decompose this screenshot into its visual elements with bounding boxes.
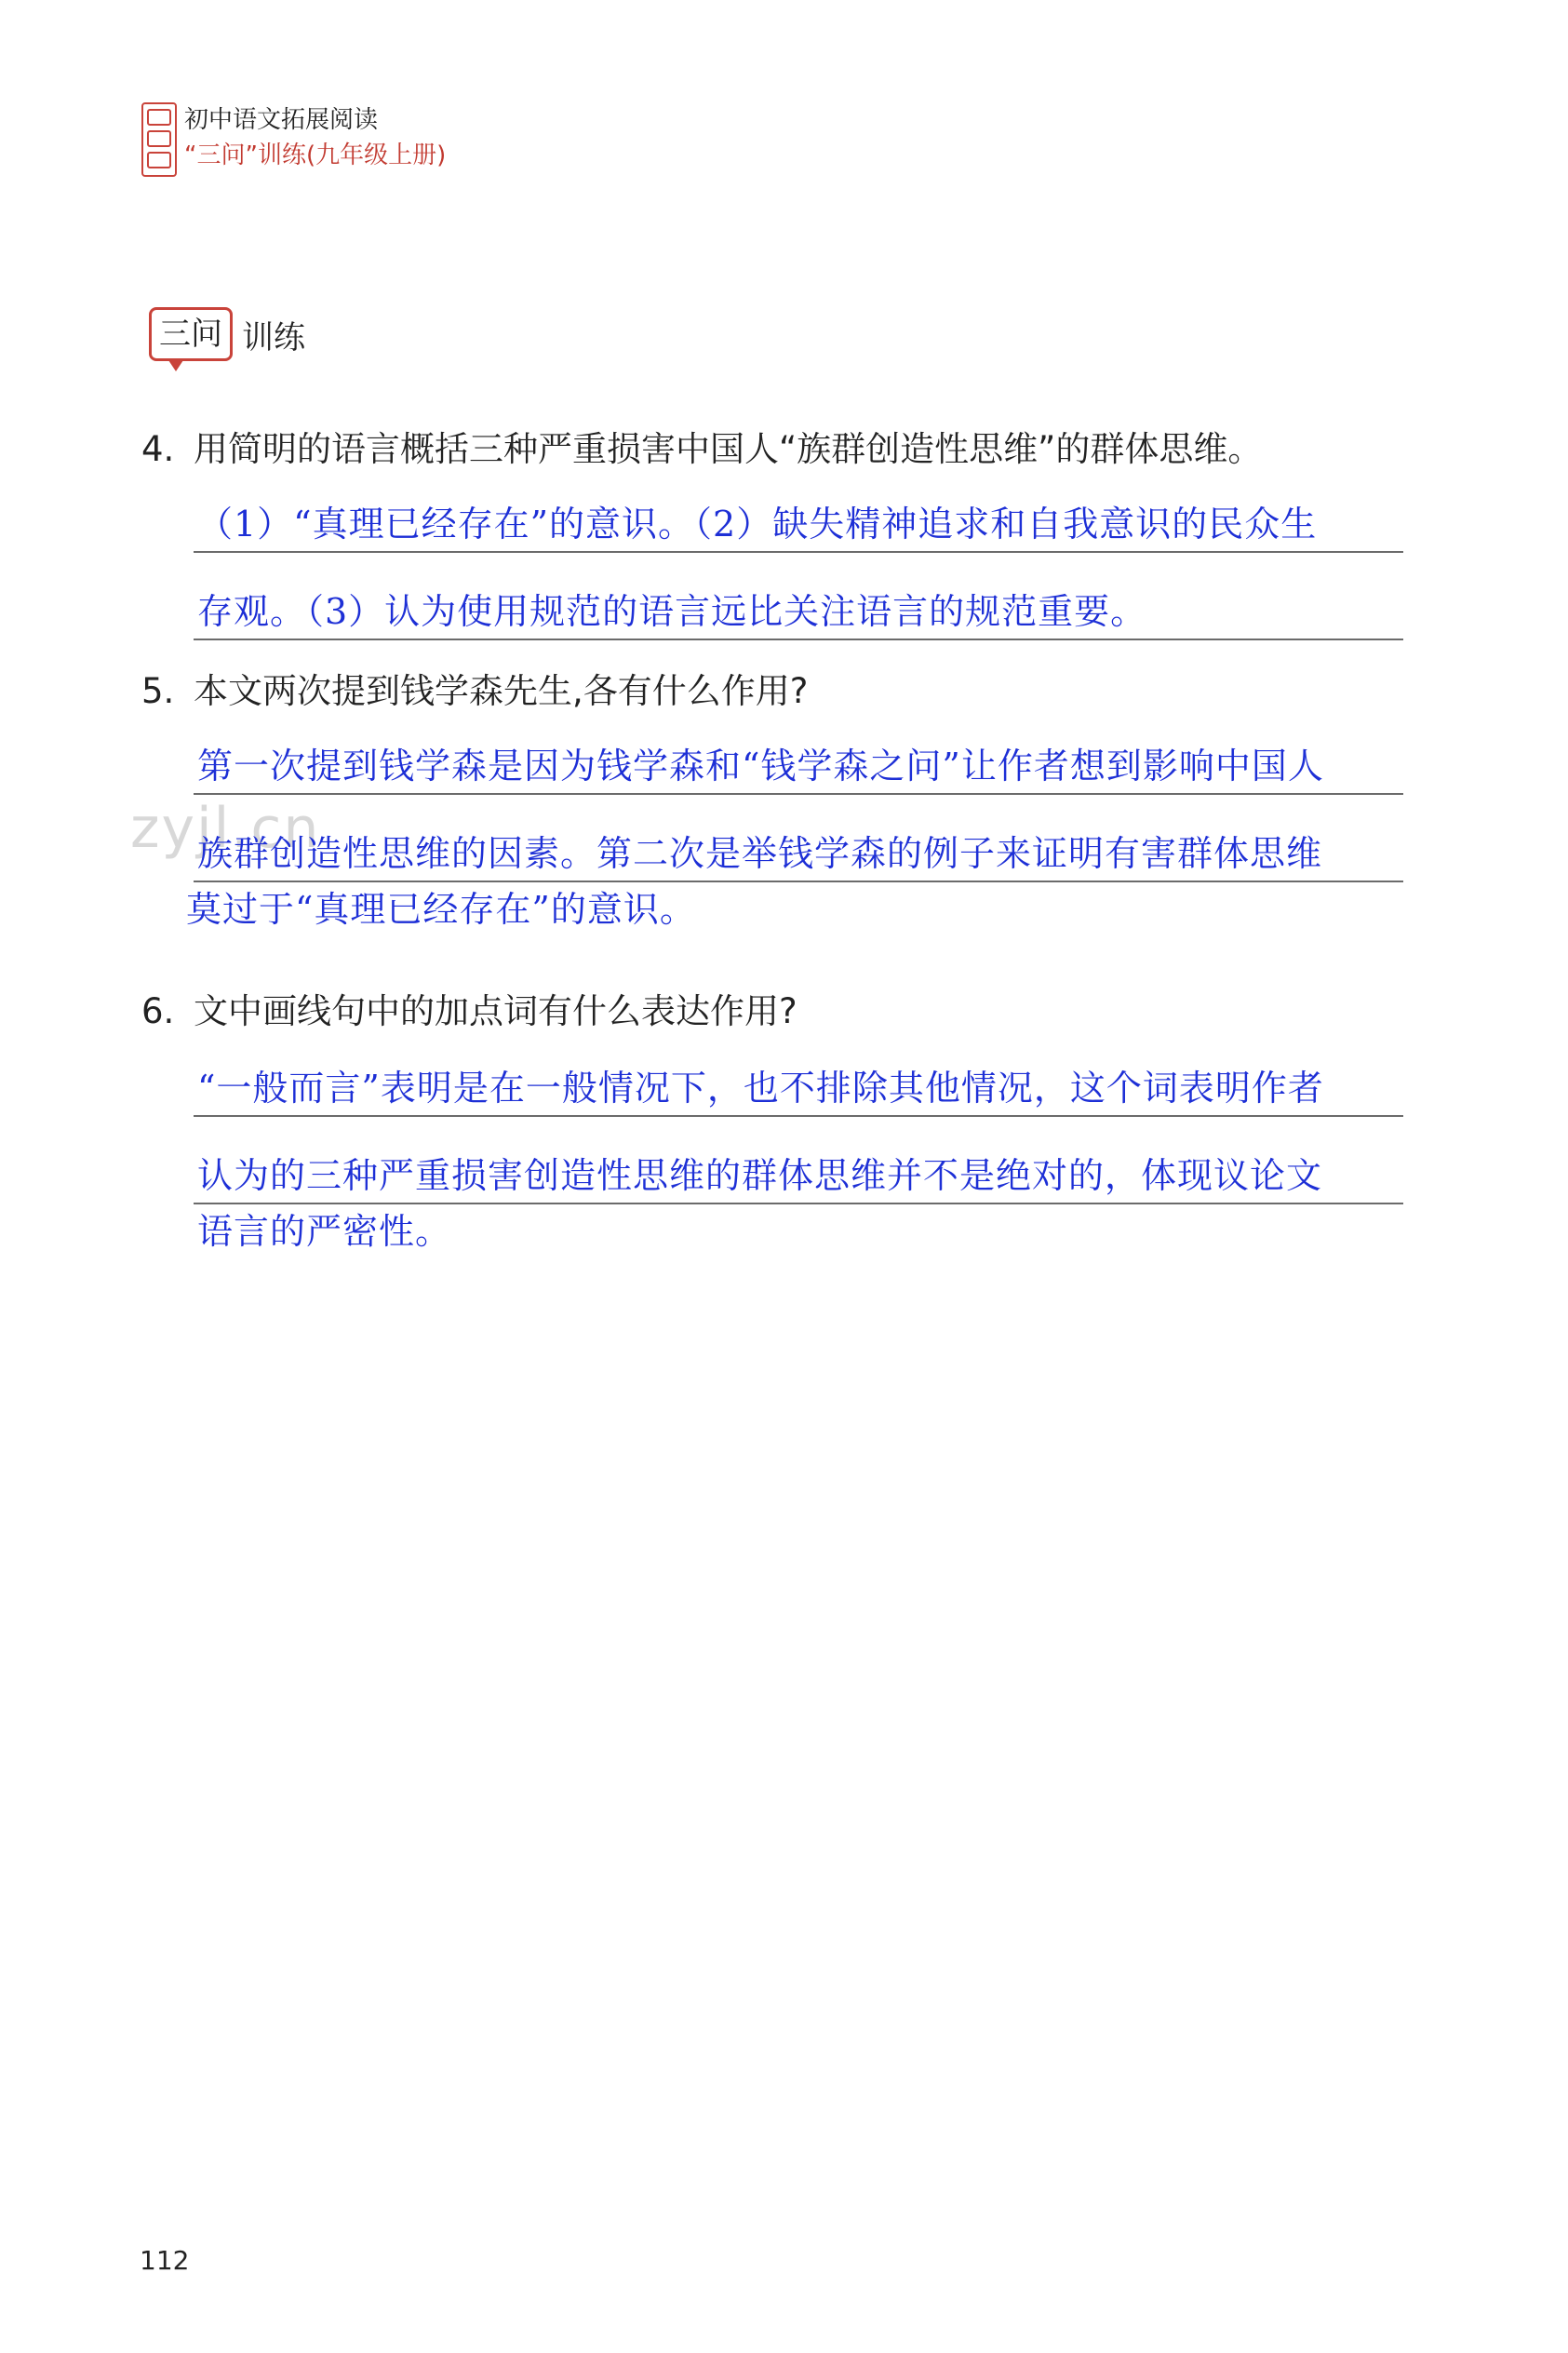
seal-logo-icon [141, 102, 177, 177]
question-text: 用简明的语言概括三种严重损害中国人“族群创造性思维”的群体思维。 [194, 429, 1263, 469]
question-text: 本文两次提到钱学森先生,各有什么作用? [194, 671, 809, 711]
answer-text: 族群创造性思维的因素。第二次是举钱学森的例子来证明有害群体思维 [197, 833, 1323, 874]
answer-text: “一般而言”表明是在一般情况下，也不排除其他情况，这个词表明作者 [197, 1068, 1324, 1109]
answer-text: 语言的严密性。 [197, 1211, 452, 1252]
book-title: “三问”训练(九年级上册) [184, 141, 447, 169]
header-text [184, 102, 743, 173]
question-5 [141, 668, 1444, 715]
question-number: 4. [141, 429, 175, 469]
section-heading [149, 307, 305, 361]
section-badge: 三问 [149, 307, 233, 361]
answer-text: 第一次提到钱学森是因为钱学森和“钱学森之问”让作者想到影响中国人 [197, 746, 1324, 787]
page-number: 112 [140, 2245, 190, 2276]
question-number: 6. [141, 991, 175, 1031]
series-title: 初中语文拓展阅读 [184, 106, 379, 134]
answer-text: 存观。（3）认为使用规范的语言远比关注语言的规范重要。 [197, 591, 1147, 632]
answer-text: 莫过于“真理已经存在”的意识。 [186, 889, 696, 930]
question-6 [141, 988, 1444, 1035]
question-4 [141, 426, 1444, 473]
answer-text: 认为的三种严重损害创造性思维的群体思维并不是绝对的，体现议论文 [197, 1155, 1323, 1196]
watermark: zyjl.cn [130, 796, 321, 861]
question-number: 5. [141, 671, 175, 711]
answer-text: （1）“真理已经存在”的意识。（2）缺失精神追求和自我意识的民众生 [197, 504, 1318, 545]
question-text: 文中画线句中的加点词有什么表达作用? [194, 991, 797, 1031]
section-label: 训练 [242, 318, 305, 356]
